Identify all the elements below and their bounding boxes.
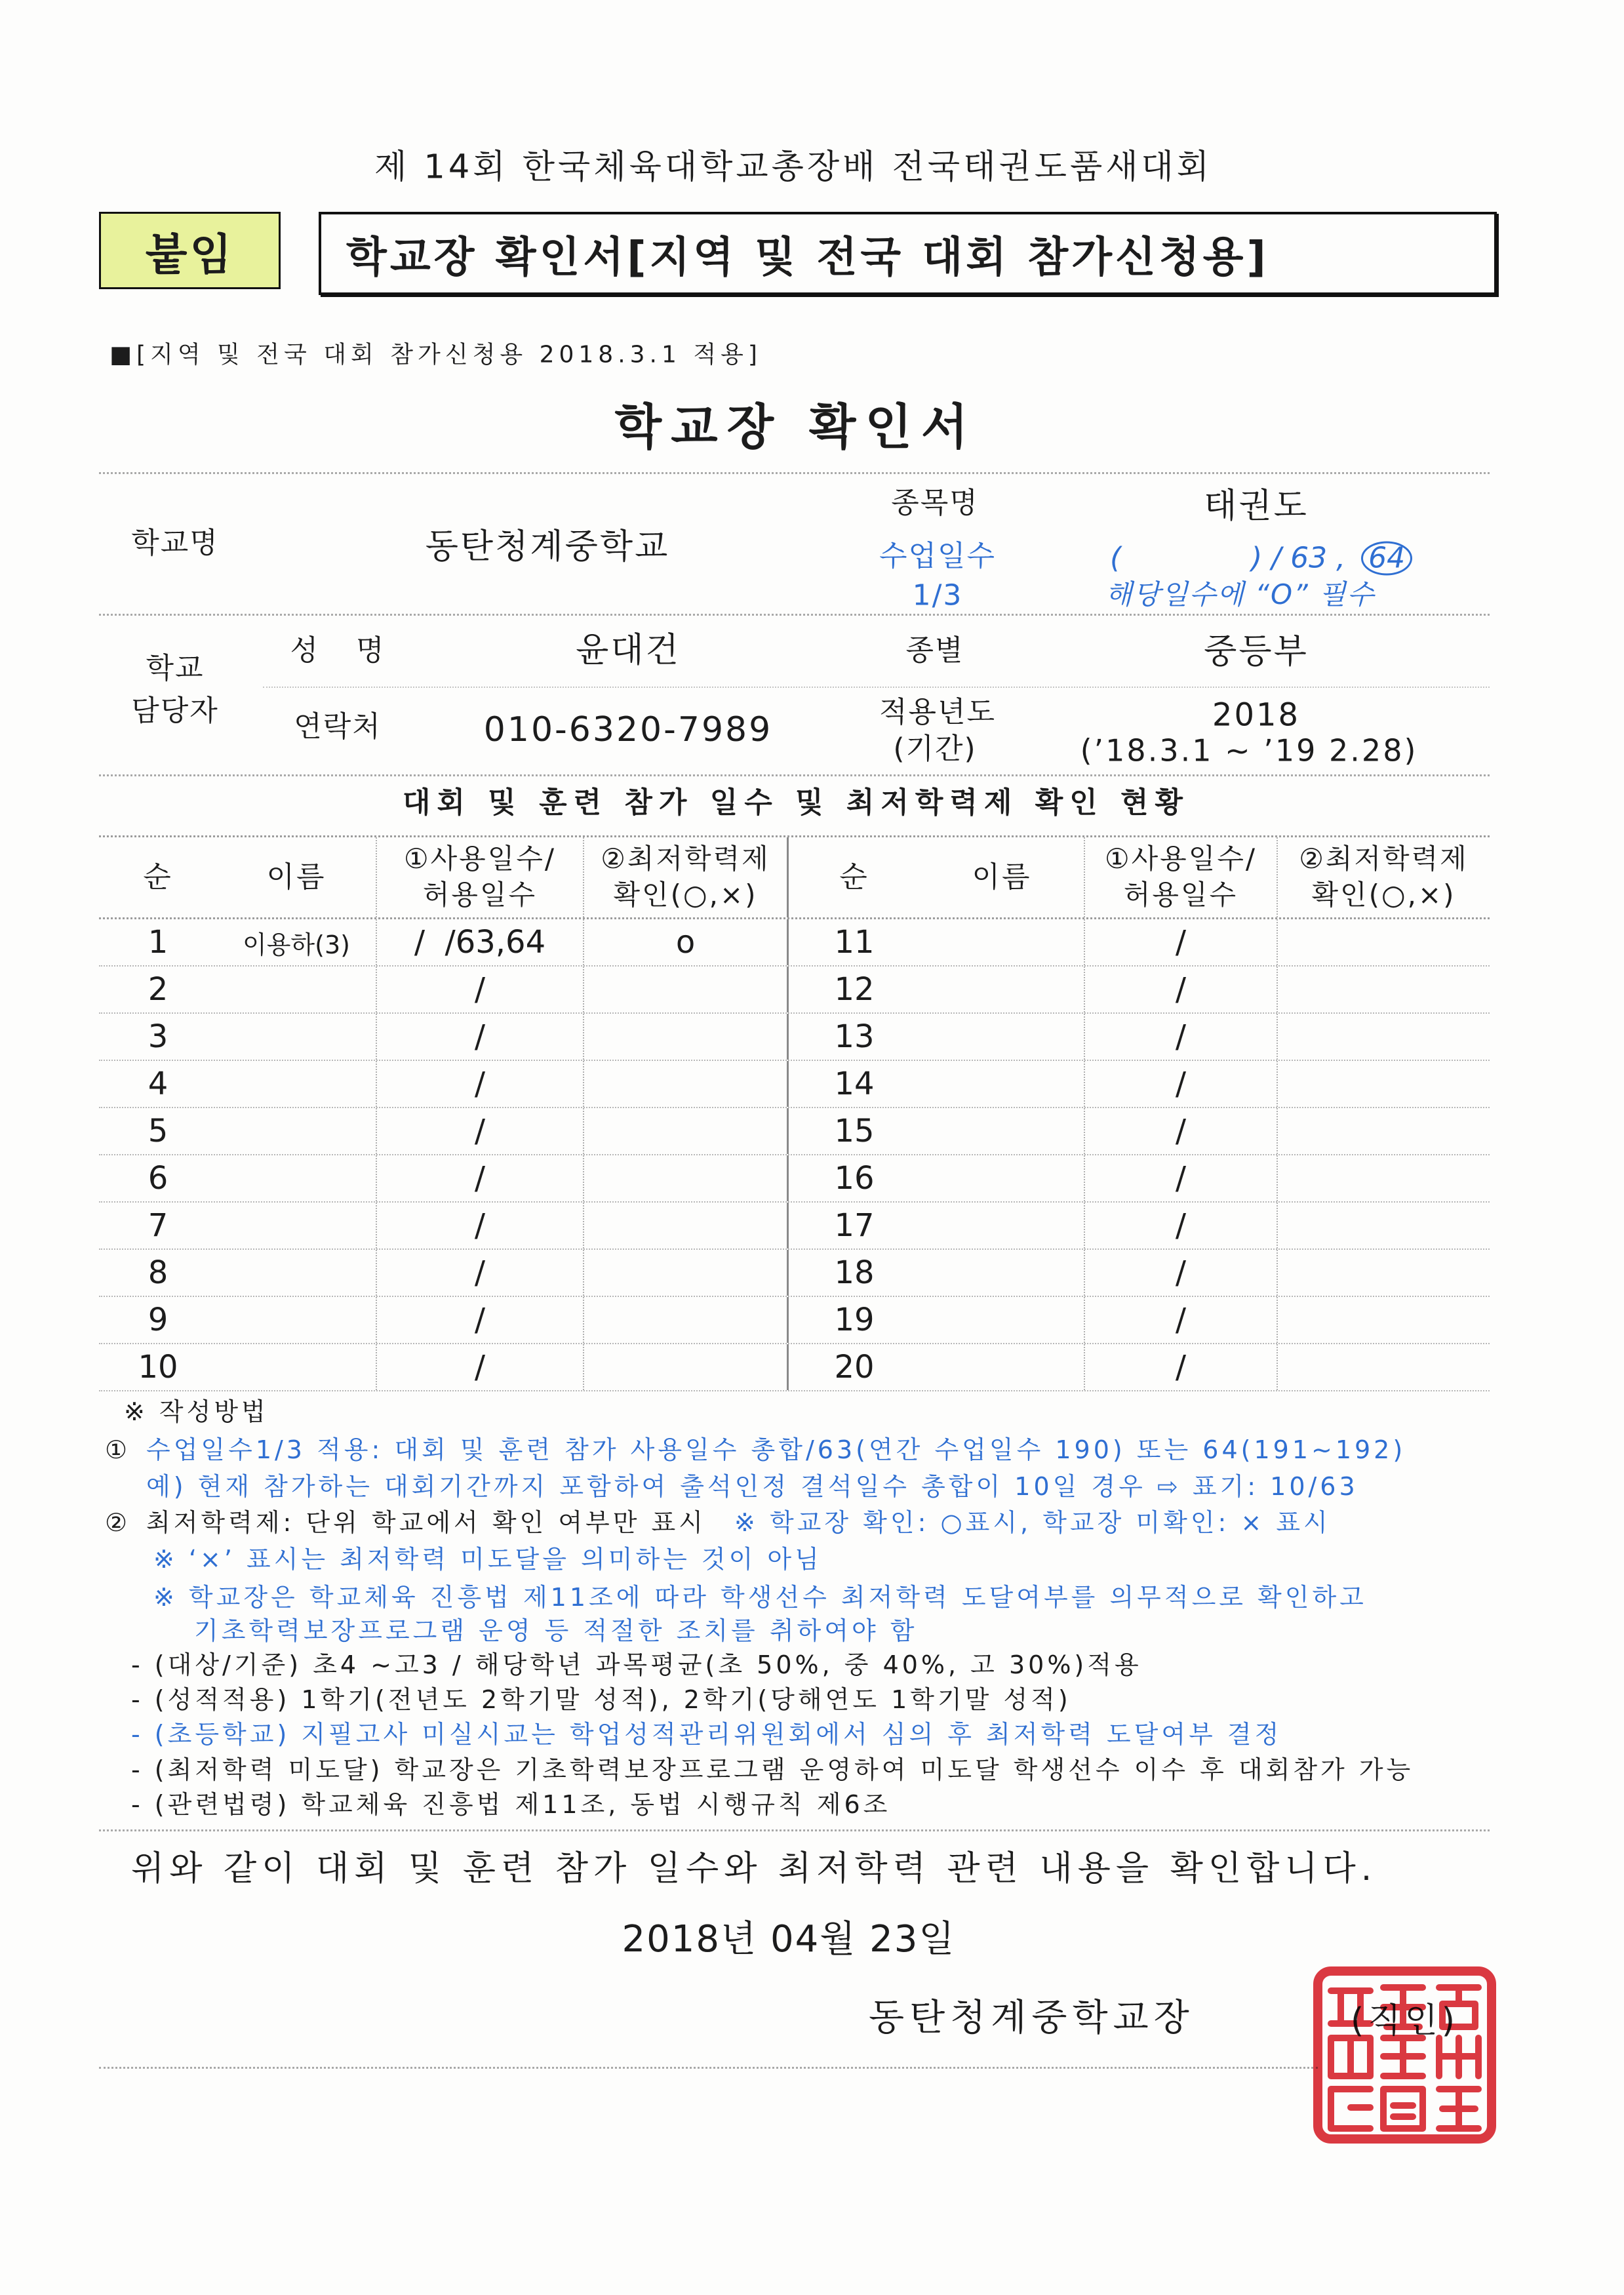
row-number: 16 — [834, 1160, 875, 1197]
right-student-name-cell — [920, 1108, 1085, 1154]
table-row — [99, 1297, 1490, 1344]
contact-label: 연락처 — [294, 709, 382, 744]
item2-line1-text: 최저학력제: 단위 학교에서 확인 여부만 표시 — [146, 1508, 706, 1538]
divider — [99, 1829, 1490, 1831]
table-row — [99, 1155, 1490, 1203]
days-used: / — [1175, 1018, 1187, 1055]
left-student-name-cell — [217, 1014, 377, 1060]
right-min-academic-check-cell — [1278, 967, 1490, 1012]
header-days-line2: 허용일수 — [1123, 879, 1238, 911]
right-min-academic-check-cell — [1278, 1297, 1490, 1343]
principal-signer: 동탄청계중학교장 — [869, 1996, 1195, 2039]
item2-line1-note: ※ 학교장 확인: ○표시, 학교장 미확인: × 표시 — [734, 1508, 1331, 1538]
class-days-circled-choice: 64 — [1361, 541, 1412, 575]
sport-value: 태권도 — [1204, 487, 1309, 527]
header-check — [1278, 837, 1490, 917]
left-min-academic-check-cell — [584, 1344, 789, 1390]
left-student-name-cell — [217, 1108, 377, 1154]
left-days-used-cell — [377, 1061, 584, 1107]
header-number — [789, 837, 920, 917]
status-table — [99, 835, 1490, 1391]
row-number: 2 — [148, 971, 168, 1008]
header-days-line1: ①사용일수/ — [403, 843, 557, 875]
header-number — [99, 837, 217, 917]
right-row-number-cell — [789, 1155, 920, 1201]
right-student-name-cell — [920, 1203, 1085, 1248]
header-name — [217, 837, 377, 917]
days-used: / — [474, 1349, 486, 1386]
divider — [99, 614, 1490, 616]
days-used: / — [1175, 1254, 1187, 1291]
right-min-academic-check-cell — [1278, 1250, 1490, 1296]
left-days-used-cell — [377, 1155, 584, 1201]
left-row-number-cell — [99, 1014, 217, 1060]
days-used: / — [474, 1018, 486, 1055]
days-used: / — [474, 1302, 486, 1338]
header-check-line1: ②최저학력제 — [1299, 843, 1469, 875]
right-days-used-cell — [1085, 1344, 1278, 1390]
event-title: 제 14회 한국체육대학교총장배 전국태권도품새대회 — [374, 148, 1213, 187]
table-row — [99, 967, 1490, 1014]
left-row-number-cell — [99, 1061, 217, 1107]
class-days-ratio: 1/3 — [912, 578, 963, 612]
right-days-used-cell — [1085, 919, 1278, 965]
days-used: / — [1175, 924, 1187, 961]
row-number: 14 — [834, 1066, 875, 1102]
right-days-used-cell — [1085, 1250, 1278, 1296]
table-header-row — [99, 837, 1490, 919]
item1-line1: 수업일수1/3 적용: 대회 및 훈련 참가 사용일수 총합/63(연간 수업일수 190) 또는 64(191~192) — [146, 1435, 1406, 1465]
right-min-academic-check-cell — [1278, 1155, 1490, 1201]
days-used: / — [1175, 1349, 1187, 1386]
left-days-used-cell — [377, 1014, 584, 1060]
right-student-name-cell — [920, 1155, 1085, 1201]
min-academic-check: o — [675, 924, 696, 961]
right-row-number-cell — [789, 1014, 920, 1060]
right-student-name-cell — [920, 1014, 1085, 1060]
row-number: 9 — [148, 1302, 168, 1338]
left-min-academic-check-cell — [584, 1061, 789, 1107]
row-number: 13 — [834, 1018, 875, 1055]
header-days-line2: 허용일수 — [422, 879, 538, 911]
table-body — [99, 919, 1490, 1391]
right-student-name-cell — [920, 919, 1085, 965]
manager-label-line1: 학교 — [146, 651, 205, 685]
class-days-close: ) / 63 , — [1251, 541, 1346, 575]
left-days-used-cell — [377, 967, 584, 1012]
left-days-used-cell — [377, 919, 584, 965]
official-seal-stamp — [1311, 1965, 1498, 2145]
header-days-line1: ①사용일수/ — [1104, 843, 1258, 875]
header-days — [1085, 837, 1278, 917]
left-student-name-cell — [217, 1344, 377, 1390]
divider — [263, 687, 1490, 688]
left-row-number-cell — [99, 1344, 217, 1390]
days-used: / — [474, 1113, 486, 1149]
item1-line2: 예) 현재 참가하는 대회기간까지 포함하여 출석인정 결석일수 총합이 10일 경우 ⇨ 표기: 10/63 — [146, 1472, 1358, 1502]
row-number: 17 — [834, 1207, 875, 1244]
manager-name: 윤대건 — [576, 631, 681, 671]
header-check-line1: ②최저학력제 — [601, 843, 770, 875]
header-days — [377, 837, 584, 917]
document-date: 2018년 04월 23일 — [622, 1917, 956, 1961]
left-row-number-cell — [99, 1108, 217, 1154]
left-student-name-cell — [217, 1250, 377, 1296]
row-number: 10 — [138, 1349, 178, 1386]
table-row — [99, 1061, 1490, 1108]
school-label: 학교명 — [131, 526, 219, 560]
criteria-target: - (대상/기준) 초4 ~고3 / 해당학년 과목평균(초 50%, 중 40%, 고 30%)적용 — [131, 1650, 1142, 1680]
student-name: 이용하(3) — [243, 930, 350, 959]
left-student-name-cell — [217, 919, 377, 965]
right-row-number-cell — [789, 1250, 920, 1296]
left-min-academic-check-cell — [584, 1155, 789, 1201]
manager-label-line2: 담당자 — [131, 694, 219, 728]
header-check-line2: 확인(○,×) — [613, 879, 758, 911]
item2-note2-line1: ※ 학교장은 학교체육 진흥법 제11조에 따라 학생선수 최저학력 도달여부를 의무적으로 확인하고 — [153, 1583, 1367, 1612]
left-min-academic-check-cell — [584, 919, 789, 965]
left-row-number-cell — [99, 1155, 217, 1201]
right-days-used-cell — [1085, 1297, 1278, 1343]
right-row-number-cell — [789, 1344, 920, 1390]
divider — [99, 472, 1490, 474]
item2-note2-line2: 기초학력보장프로그램 운영 등 적절한 조치를 취하여야 함 — [194, 1616, 918, 1646]
header-name — [920, 837, 1085, 917]
row-number: 5 — [148, 1113, 168, 1149]
right-student-name-cell — [920, 1061, 1085, 1107]
right-row-number-cell — [789, 1203, 920, 1248]
days-used: / — [1175, 1160, 1187, 1197]
left-min-academic-check-cell — [584, 1297, 789, 1343]
row-number: 4 — [148, 1066, 168, 1102]
left-student-name-cell — [217, 1297, 377, 1343]
class-days-label: 수업일수 — [879, 539, 997, 573]
instructions-title: ※ 작성방법 — [124, 1397, 269, 1427]
item1-marker: ① — [105, 1435, 131, 1465]
document-title: 학교장 확인서 — [614, 399, 978, 456]
class-days-value — [1110, 540, 1412, 575]
days-used: / — [1175, 1066, 1187, 1102]
class-days-note: 해당일수에 “O” 필수 — [1105, 578, 1376, 610]
item2-line1 — [146, 1509, 1331, 1538]
header-name-label: 이름 — [972, 860, 1032, 894]
left-student-name-cell — [217, 1155, 377, 1201]
criteria-grades: - (성적적용) 1학기(전년도 2학기말 성적), 2학기(당해연도 1학기말 성적) — [131, 1685, 1071, 1715]
right-days-used-cell — [1085, 1108, 1278, 1154]
left-student-name-cell — [217, 967, 377, 1012]
right-row-number-cell — [789, 919, 920, 965]
row-number: 7 — [148, 1207, 168, 1244]
class-days-blank — [1130, 555, 1242, 561]
row-number: 8 — [148, 1254, 168, 1291]
left-days-used-cell — [377, 1344, 584, 1390]
criteria-law: - (관련법령) 학교체육 진흥법 제11조, 동법 시행규칙 제6조 — [131, 1790, 891, 1820]
divider — [99, 774, 1490, 776]
right-min-academic-check-cell — [1278, 1344, 1490, 1390]
row-number: 20 — [834, 1349, 875, 1386]
header-number-label: 순 — [143, 860, 173, 894]
table-row — [99, 1108, 1490, 1155]
row-number: 12 — [834, 971, 875, 1008]
right-student-name-cell — [920, 1250, 1085, 1296]
right-student-name-cell — [920, 1297, 1085, 1343]
days-used: / — [474, 1160, 486, 1197]
year-label-line2: (기간) — [893, 732, 977, 766]
header-check — [584, 837, 789, 917]
criteria-elementary: - (초등학교) 지필고사 미실시교는 학업성적관리위원회에서 심의 후 최저학력 도달여부 결정 — [131, 1720, 1282, 1749]
division-label: 종별 — [905, 633, 964, 668]
left-student-name-cell — [217, 1061, 377, 1107]
left-days-used-cell — [377, 1108, 584, 1154]
days-used: / — [1175, 1207, 1187, 1244]
seal-label: (직인) — [1351, 2001, 1459, 2041]
days-used: / — [474, 1207, 486, 1244]
contact-value: 010-6320-7989 — [483, 710, 773, 750]
name-label: 성 명 — [290, 633, 386, 668]
right-row-number-cell — [789, 1297, 920, 1343]
right-min-academic-check-cell — [1278, 1061, 1490, 1107]
left-days-used-cell — [377, 1297, 584, 1343]
left-min-academic-check-cell — [584, 1203, 789, 1248]
days-used: / — [1175, 1302, 1187, 1338]
row-number: 18 — [834, 1254, 875, 1291]
left-row-number-cell — [99, 1203, 217, 1248]
row-number: 11 — [834, 924, 875, 961]
table-row — [99, 919, 1490, 967]
attachment-badge: 붙임 — [99, 212, 281, 289]
days-used: / — [1175, 971, 1187, 1008]
left-row-number-cell — [99, 1250, 217, 1296]
days-used: / /63,64 — [414, 924, 546, 961]
school-name: 동탄청계중학교 — [425, 527, 670, 567]
attachment-title: 학교장 확인서[지역 및 전국 대회 참가신청용] — [319, 212, 1497, 295]
row-number: 15 — [834, 1113, 875, 1149]
days-used: / — [1175, 1113, 1187, 1149]
item2-marker: ② — [105, 1508, 131, 1538]
right-min-academic-check-cell — [1278, 1203, 1490, 1248]
division-value: 중등부 — [1204, 632, 1309, 672]
left-min-academic-check-cell — [584, 1014, 789, 1060]
days-used: / — [474, 971, 486, 1008]
row-number: 1 — [148, 924, 168, 961]
sport-label: 종목명 — [891, 486, 979, 520]
row-number: 3 — [148, 1018, 168, 1055]
left-min-academic-check-cell — [584, 1250, 789, 1296]
days-used: / — [474, 1066, 486, 1102]
days-used: / — [474, 1254, 486, 1291]
row-number: 19 — [834, 1302, 875, 1338]
left-row-number-cell — [99, 1297, 217, 1343]
left-row-number-cell — [99, 967, 217, 1012]
table-row — [99, 1250, 1490, 1297]
right-row-number-cell — [789, 1108, 920, 1154]
year-label-line1: 적용년도 — [879, 695, 997, 729]
confirmation-statement: 위와 같이 대회 및 훈련 참가 일수와 최저학력 관련 내용을 확인합니다. — [131, 1849, 1377, 1889]
header-number-label: 순 — [839, 860, 869, 894]
table-row — [99, 1344, 1490, 1391]
divider — [99, 2067, 1318, 2069]
right-row-number-cell — [789, 1061, 920, 1107]
left-days-used-cell — [377, 1203, 584, 1248]
right-student-name-cell — [920, 1344, 1085, 1390]
right-min-academic-check-cell — [1278, 919, 1490, 965]
criteria-not-reached: - (최저학력 미도달) 학교장은 기초학력보장프로그램 운영하여 미도달 학생선수 이수 후 대회참가 가능 — [131, 1755, 1414, 1785]
header-check-line2: 확인(○,×) — [1311, 879, 1456, 911]
table-row — [99, 1203, 1490, 1250]
left-student-name-cell — [217, 1203, 377, 1248]
table-row — [99, 1014, 1490, 1061]
row-number: 6 — [148, 1160, 168, 1197]
item2-note1: ※ ‘×’ 표시는 최저학력 미도달을 의미하는 것이 아님 — [153, 1545, 822, 1574]
header-name-label: 이름 — [266, 860, 327, 894]
left-days-used-cell — [377, 1250, 584, 1296]
period-value: (’18.3.1 ~ ’19 2.28) — [1080, 732, 1418, 768]
right-student-name-cell — [920, 967, 1085, 1012]
right-days-used-cell — [1085, 967, 1278, 1012]
right-days-used-cell — [1085, 1203, 1278, 1248]
left-min-academic-check-cell — [584, 1108, 789, 1154]
right-days-used-cell — [1085, 1061, 1278, 1107]
class-days-open: ( — [1110, 541, 1122, 575]
year-value: 2018 — [1212, 696, 1301, 734]
application-notice: ■[지역 및 전국 대회 참가신청용 2018.3.1 적용] — [109, 341, 762, 369]
status-heading: 대회 및 훈련 참가 일수 및 최저학력제 확인 현황 — [402, 786, 1190, 820]
right-days-used-cell — [1085, 1014, 1278, 1060]
right-row-number-cell — [789, 967, 920, 1012]
right-days-used-cell — [1085, 1155, 1278, 1201]
right-min-academic-check-cell — [1278, 1014, 1490, 1060]
right-min-academic-check-cell — [1278, 1108, 1490, 1154]
left-row-number-cell — [99, 919, 217, 965]
left-min-academic-check-cell — [584, 967, 789, 1012]
